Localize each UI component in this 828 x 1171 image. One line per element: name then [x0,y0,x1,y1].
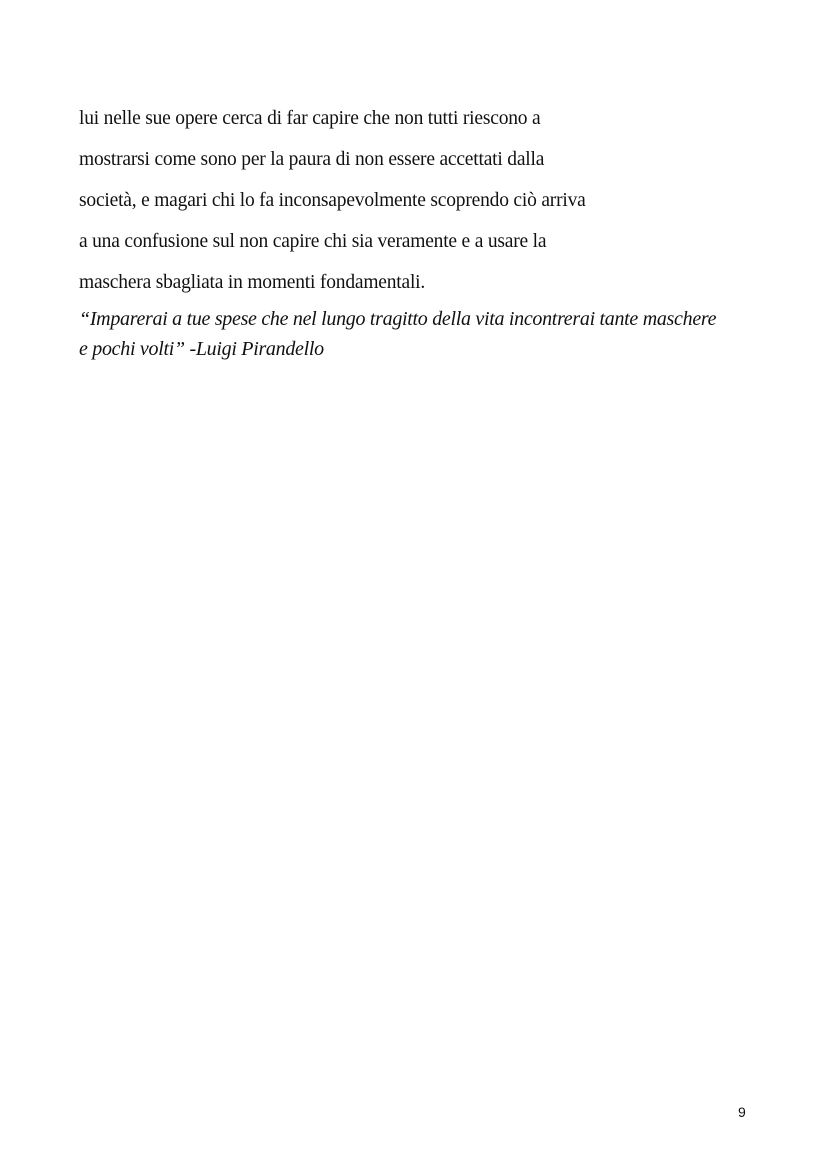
quote-line: e pochi volti” -Luigi Pirandello [79,338,324,360]
paragraph-line: maschera sbagliata in momenti fondamentali. [79,272,426,293]
page-number: 9 [738,1104,746,1120]
paragraph-line: lui nelle sue opere cerca di far capire che non tutti riescono a [79,108,541,129]
pirandello-quote [79,304,769,364]
paragraph-line: società, e magari chi lo fa inconsapevolmente scoprendo ciò arriva [79,190,586,211]
body-paragraph [79,98,759,303]
paragraph-line: mostrarsi come sono per la paura di non essere accettati dalla [79,149,545,170]
quote-line: “Imparerai a tue spese che nel lungo tragitto della vita incontrerai tante maschere [79,308,717,330]
paragraph-line: a una confusione sul non capire chi sia veramente e a usare la [79,231,547,252]
